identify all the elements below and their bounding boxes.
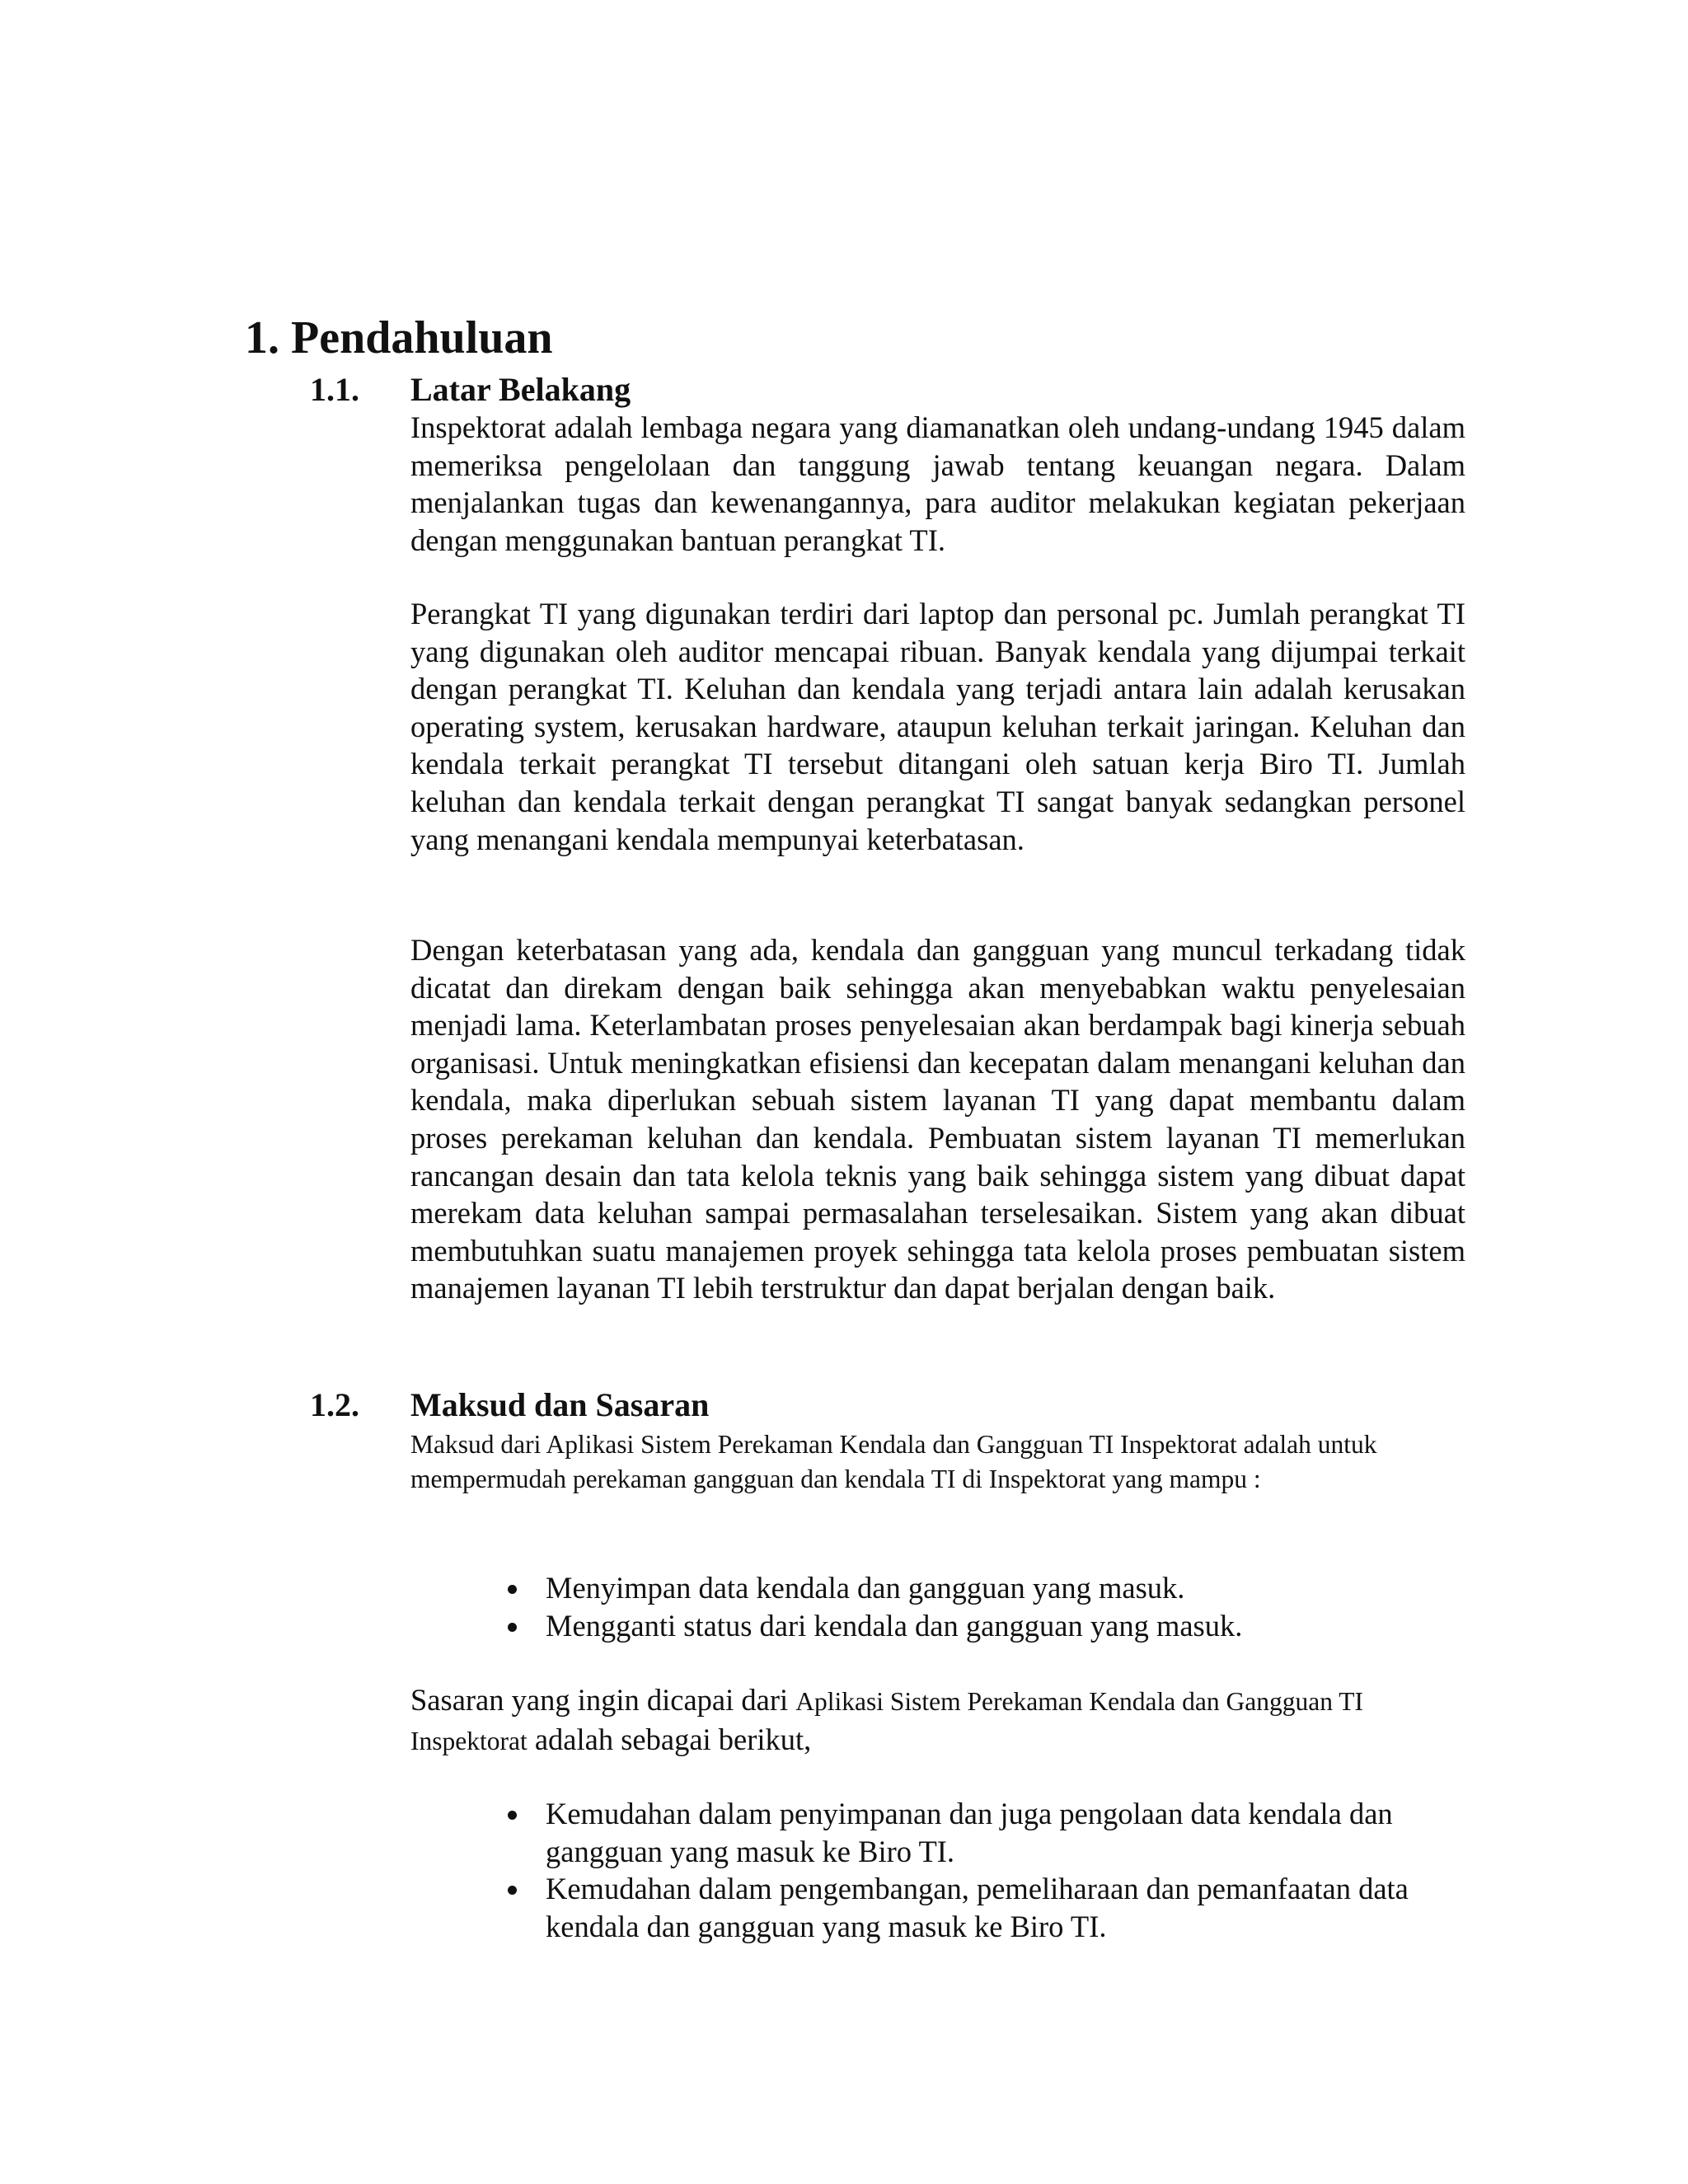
sasaran-list bbox=[503, 1795, 1471, 1945]
maksud-list bbox=[503, 1569, 1471, 1644]
list-item: Kemudahan dalam penyimpanan dan juga pengolaan data kendala dan gangguan yang masuk ke Biro TI. bbox=[503, 1795, 1471, 1870]
list-item: Mengganti status dari kendala dan gangguan yang masuk. bbox=[503, 1607, 1471, 1645]
bullet-icon bbox=[508, 1811, 517, 1820]
bullet-icon bbox=[508, 1623, 517, 1632]
list-item: Menyimpan data kendala dan gangguan yang masuk. bbox=[503, 1569, 1471, 1607]
paragraph-latar-belakang-1: Inspektorat adalah lembaga negara yang diamanatkan oleh undang-undang 1945 dalam memeriksa pengelolaan dan tanggung jawab tentang keuangan negara. Dalam menjalankan tugas dan kewenangannya, para auditor melakukan kegiatan pekerjaan dengan menggunakan bantuan perangkat TI. bbox=[410, 410, 1465, 557]
subsection-number: 1.2. bbox=[310, 1386, 359, 1423]
list-item: Kemudahan dalam pengembangan, pemeliharaan dan pemanfaatan data kendala dan gangguan yang masuk ke Biro TI. bbox=[503, 1870, 1471, 1945]
subsection-title: Maksud dan Sasaran bbox=[410, 1386, 710, 1423]
bullet-icon bbox=[508, 1886, 517, 1895]
subsection-title: Latar Belakang bbox=[410, 371, 631, 408]
section-heading: 1. Pendahuluan bbox=[245, 312, 553, 363]
paragraph-sasaran-intro: Sasaran yang ingin dicapai dari Aplikasi Sistem Perekaman Kendala dan Gangguan TI Inspektorat adalah sebagai berikut, bbox=[410, 1683, 1363, 1756]
paragraph-latar-belakang-3: Dengan keterbatasan yang ada, kendala dan gangguan yang muncul terkadang tidak dicatat dan direkam dengan baik sehingga akan menyebabkan waktu penyelesaian menjadi lama. Keterlambatan proses penyelesaian akan berdampak bagi kinerja sebuah organisasi. Untuk meningkatkan efisiensi dan kecepatan dalam menangani keluhan dan kendala, maka diperlukan sebuah sistem layanan TI yang dapat membantu dalam proses perekaman keluhan dan kendala. Pembuatan sistem layanan TI memerlukan rancangan desain dan tata kelola teknis yang baik sehingga sistem yang dibuat dapat merekam data keluhan sampai permasalahan terselesaikan. Sistem yang akan dibuat membutuhkan suatu manajemen proyek sehingga tata kelola proses pembuatan sistem manajemen layanan TI lebih terstruktur dan dapat berjalan dengan baik. bbox=[410, 933, 1465, 1305]
subsection-number: 1.1. bbox=[310, 371, 359, 408]
paragraph-maksud-intro: Maksud dari Aplikasi Sistem Perekaman Kendala dan Gangguan TI Inspektorat adalah untuk mempermudah perekaman gangguan dan kendala TI di Inspektorat yang mampu : bbox=[410, 1430, 1377, 1493]
paragraph-latar-belakang-2: Perangkat TI yang digunakan terdiri dari laptop dan personal pc. Jumlah perangkat TI yang digunakan oleh auditor mencapai ribuan. Banyak kendala yang dijumpai terkait dengan perangkat TI. Keluhan dan kendala yang terjadi antara lain adalah kerusakan operating system, kerusakan hardware, ataupun keluhan terkait jaringan. Keluhan dan kendala terkait perangkat TI tersebut ditangani oleh satuan kerja Biro TI. Jumlah keluhan dan kendala terkait dengan perangkat TI sangat banyak sedangkan personel yang menangani kendala mempunyai keterbatasan. bbox=[410, 597, 1465, 856]
bullet-icon bbox=[508, 1585, 517, 1594]
